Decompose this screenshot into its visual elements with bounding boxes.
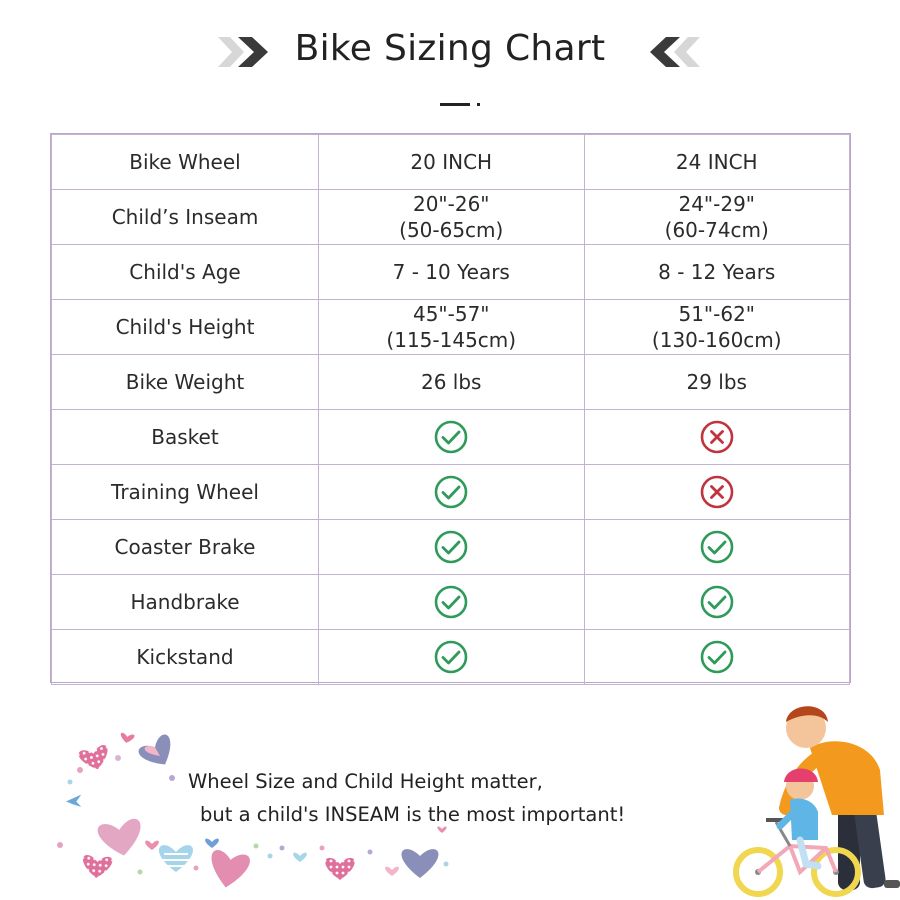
row-label: Child’s Inseam [52,190,319,245]
header [0,22,900,82]
sizing-chart [50,133,851,683]
cell-24-inch [584,410,850,465]
cell-value: 45"-57" [412,302,490,326]
table-row [52,190,850,245]
cell-20-inch [319,410,585,465]
cell-value-metric: (60-74cm) [664,218,769,242]
cell-value-metric: (50-65cm) [399,218,504,242]
title-underline [440,98,490,110]
cell-20-inch [319,300,585,355]
cell-24-inch [584,190,850,245]
cell-24-inch [584,355,850,410]
table-row [52,575,850,630]
table-row [52,410,850,465]
cell-20-inch [319,245,585,300]
note-line-2: but a child's INSEAM is the most important! [200,803,626,826]
check-circle-icon [434,420,468,454]
cell-value: 7 - 10 Years [392,260,510,284]
cell-24-inch [584,465,850,520]
check-circle-icon [700,640,734,674]
table-row [52,465,850,520]
row-label: Training Wheel [52,465,319,520]
cell-value: 8 - 12 Years [658,260,776,284]
cell-24-inch [584,520,850,575]
cross-circle-icon [700,420,734,454]
check-circle-icon [434,585,468,619]
table-row [52,520,850,575]
check-circle-icon [434,640,468,674]
cell-20-inch [319,520,585,575]
check-circle-icon [700,585,734,619]
row-label: Kickstand [52,630,319,685]
table-row [52,135,850,190]
cell-20-inch [319,575,585,630]
cross-circle-icon [700,475,734,509]
cell-value-metric: (130-160cm) [651,328,782,352]
cell-value: 29 lbs [686,370,747,394]
cell-24-inch [584,575,850,630]
cell-24-inch [584,135,850,190]
row-label: Coaster Brake [52,520,319,575]
cell-value: 20"-26" [412,192,490,216]
row-label: Bike Weight [52,355,319,410]
row-label: Basket [52,410,319,465]
row-label: Child's Age [52,245,319,300]
cell-20-inch [319,355,585,410]
sizing-table [51,134,850,685]
note-line-1: Wheel Size and Child Height matter, [188,770,543,793]
cell-value: 20 INCH [410,150,493,174]
cell-value: 51"-62" [678,302,755,326]
table-row [52,630,850,685]
row-label: Handbrake [52,575,319,630]
table-row [52,300,850,355]
page-title: Bike Sizing Chart [294,28,606,69]
check-circle-icon [700,530,734,564]
cell-value-metric: (115-145cm) [386,328,517,352]
cell-value: 24"-29" [678,192,755,216]
double-chevron-left-icon [646,34,702,70]
cell-20-inch [319,190,585,245]
row-label: Child's Height [52,300,319,355]
check-circle-icon [434,530,468,564]
check-circle-icon [434,475,468,509]
cell-value: 26 lbs [421,370,482,394]
cell-value: 24 INCH [675,150,758,174]
cell-20-inch [319,135,585,190]
cell-24-inch [584,245,850,300]
cell-20-inch [319,630,585,685]
table-row [52,355,850,410]
table-row [52,245,850,300]
row-label: Bike Wheel [52,135,319,190]
cell-24-inch [584,300,850,355]
cell-20-inch [319,465,585,520]
cell-24-inch [584,630,850,685]
